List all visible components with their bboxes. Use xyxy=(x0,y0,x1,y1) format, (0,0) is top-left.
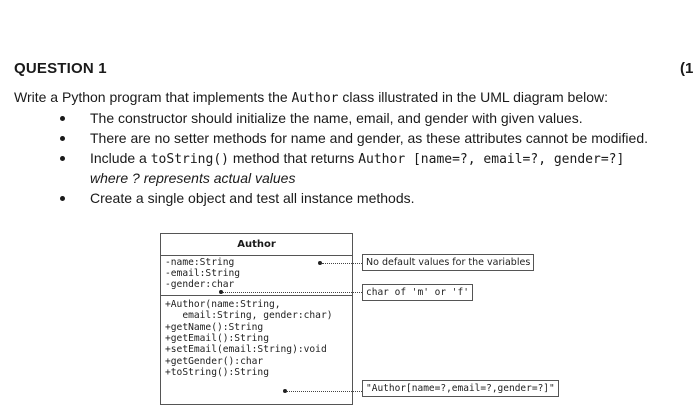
note-gender: char of 'm' or 'f' xyxy=(362,284,473,301)
intro-prefix: Write a Python program that implements the xyxy=(14,89,292,105)
intro-suffix: class illustrated in the UML diagram below: xyxy=(338,89,609,105)
uml-class-name: Author xyxy=(161,234,352,256)
connector-line xyxy=(223,292,362,293)
uml-method: +toString():String xyxy=(165,367,269,378)
intro-class-name: Author xyxy=(291,91,339,106)
tostring-format-code: Author [name=?, email=?, gender=?] xyxy=(358,152,625,167)
uml-attributes xyxy=(161,255,352,296)
requirement-text: There are no setter methods for name and gender, as these attributes cannot be modified. xyxy=(90,130,649,146)
note-tostring: "Author[name=?,email=?,gender=?]" xyxy=(362,380,559,397)
requirement-text: The constructor should initialize the name, email, and gender with given values. xyxy=(90,110,583,126)
uml-method: +getGender():char xyxy=(165,356,264,367)
tostring-prefix: Include a xyxy=(90,150,151,166)
uml-class-box xyxy=(160,233,353,405)
bullet-icon xyxy=(60,156,65,161)
uml-method: +Author(name:String, xyxy=(165,299,281,310)
uml-method: +getName():String xyxy=(165,322,264,333)
requirement-text: Create a single object and test all instance methods. xyxy=(90,190,415,206)
question-title: QUESTION 1 xyxy=(14,60,107,77)
uml-attribute: -gender:char xyxy=(165,279,235,290)
tostring-code: toString() xyxy=(150,152,229,167)
uml-attribute: -name:String xyxy=(165,257,235,268)
bullet-icon xyxy=(60,116,65,121)
bullet-icon xyxy=(60,196,65,201)
question-marks: (1 xyxy=(680,60,694,77)
requirement-tostring xyxy=(90,148,624,170)
tostring-middle: method that returns xyxy=(229,150,359,166)
uml-method: email:String, gender:char) xyxy=(165,310,333,321)
bullet-icon xyxy=(60,136,65,141)
uml-method: +getEmail():String xyxy=(165,333,269,344)
requirement-subline: where ? represents actual values xyxy=(90,170,296,186)
uml-attribute: -email:String xyxy=(165,268,241,279)
connector-line xyxy=(322,263,362,264)
note-variables: No default values for the variables xyxy=(362,254,534,271)
uml-method: +setEmail(email:String):void xyxy=(165,344,327,355)
question-intro xyxy=(14,89,608,106)
connector-line xyxy=(287,391,362,392)
